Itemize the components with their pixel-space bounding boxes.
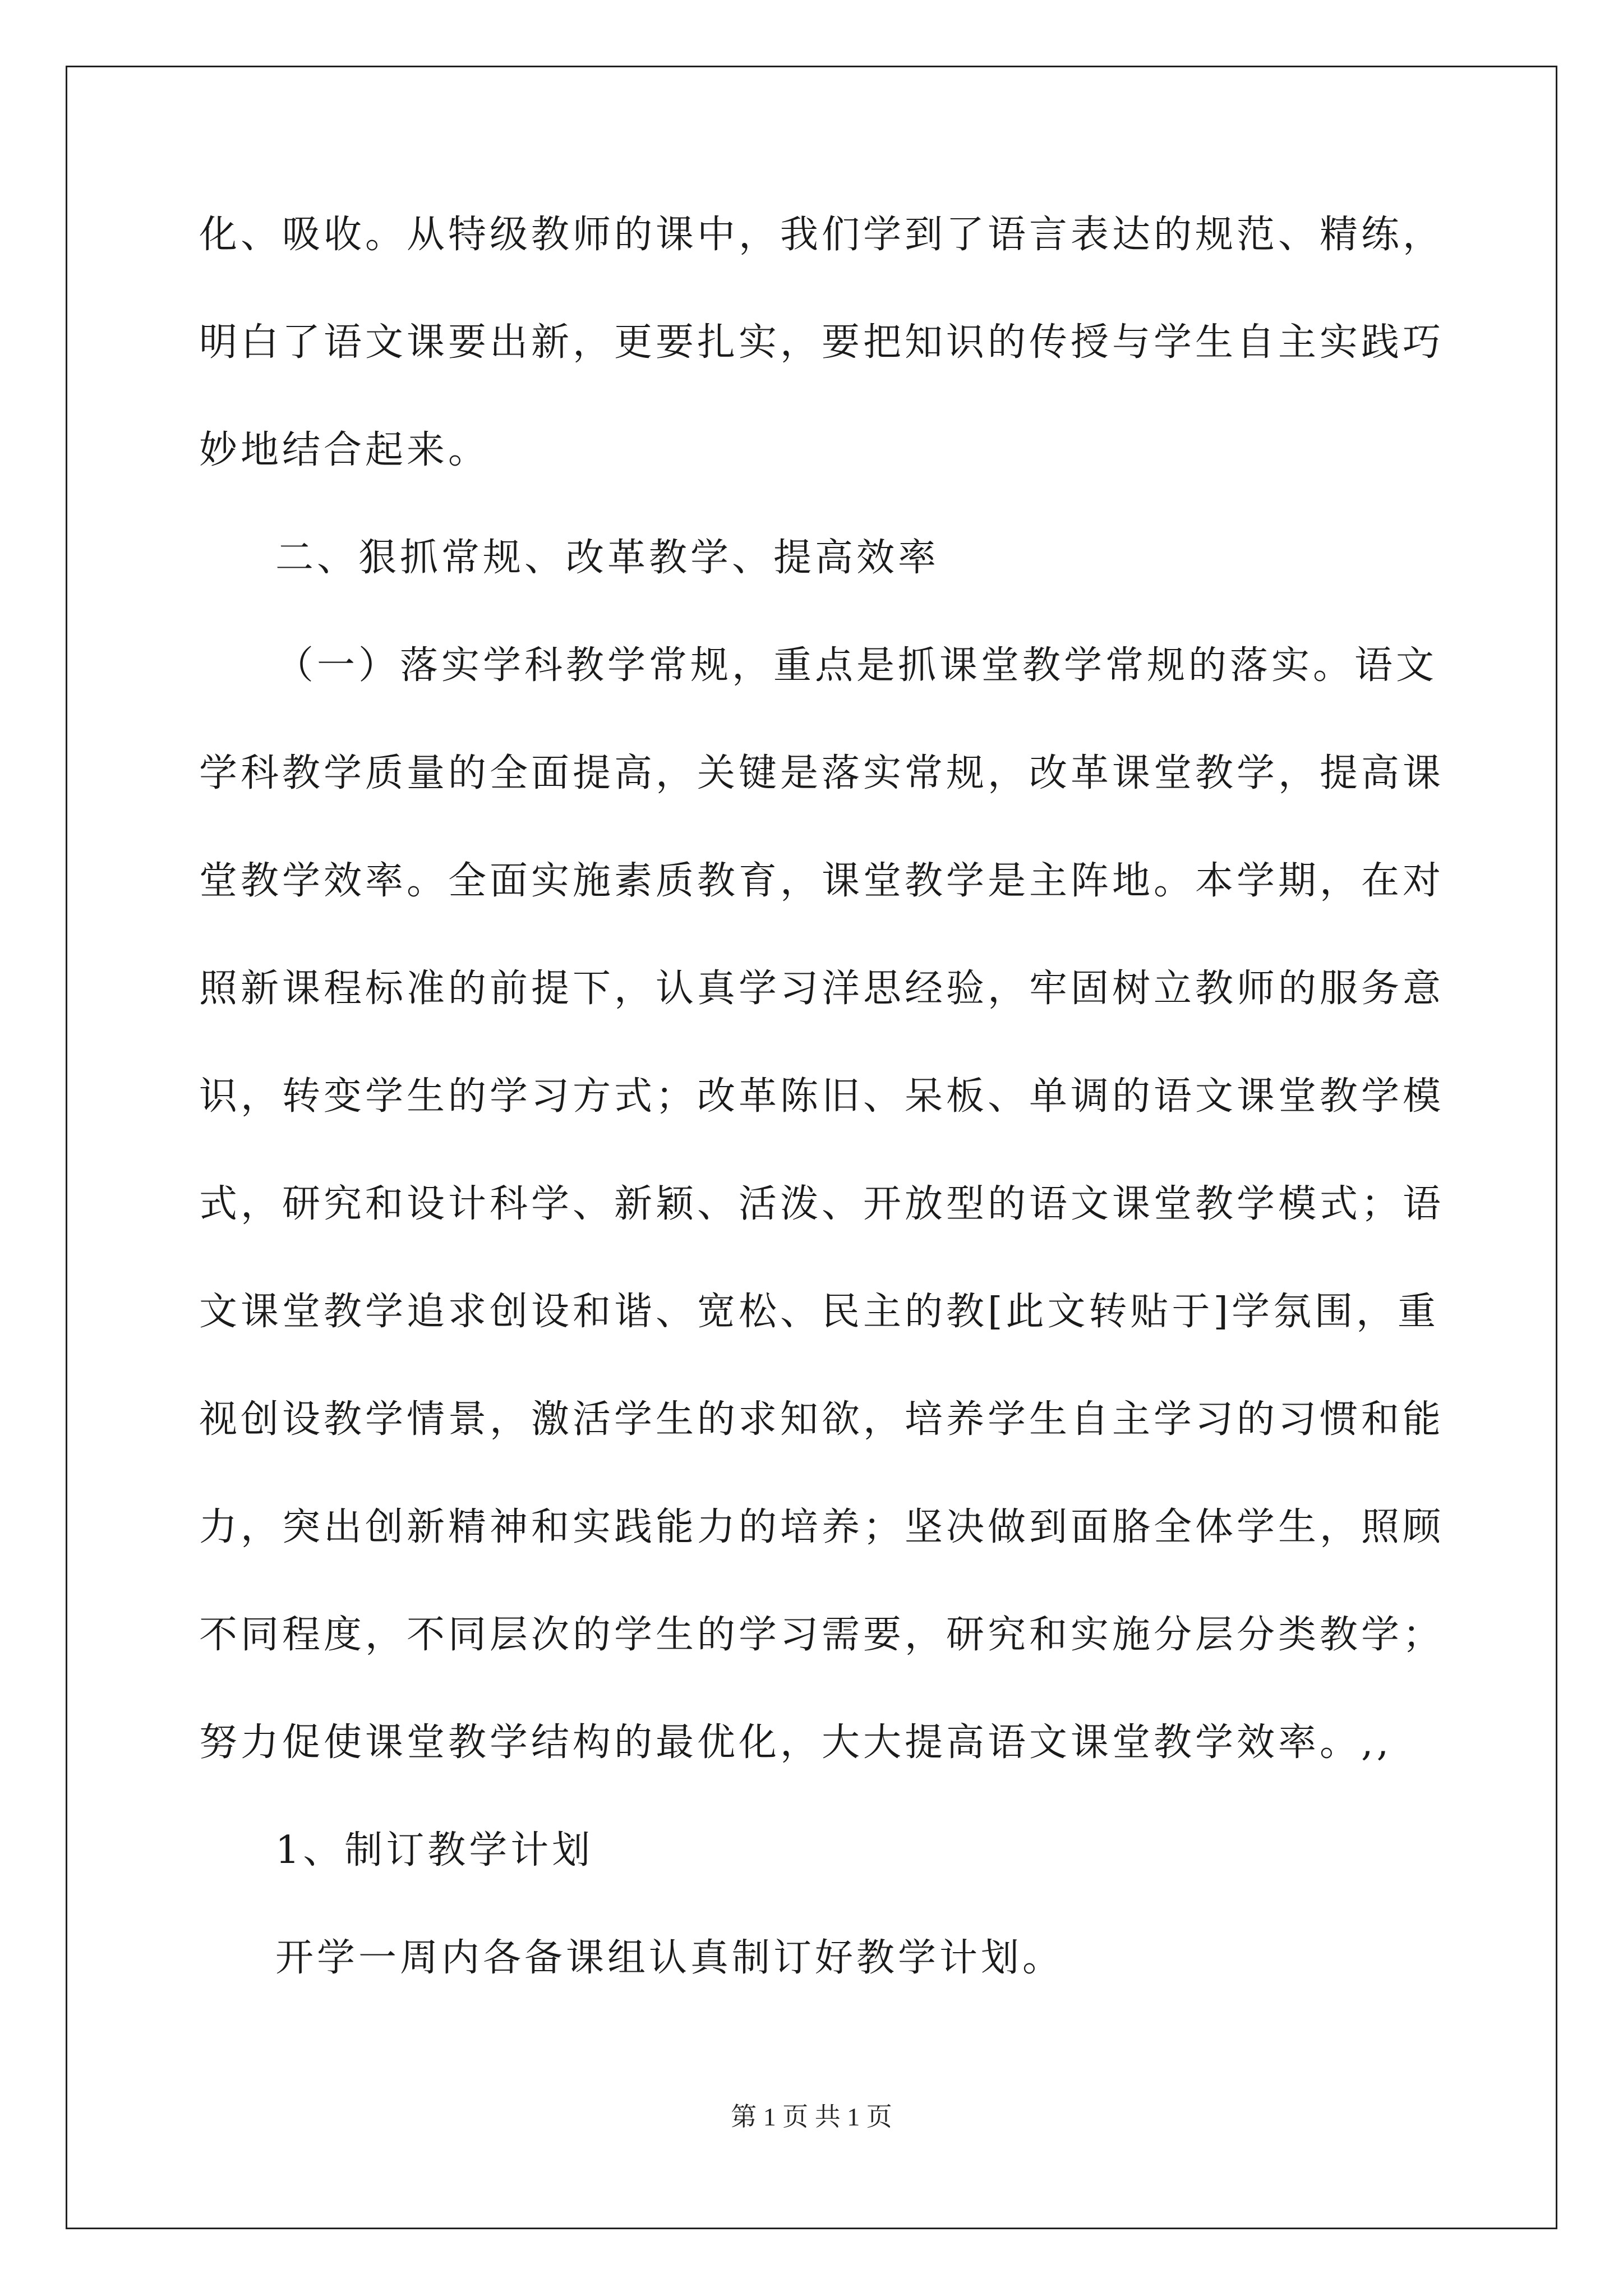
list-item-heading: 1、制订教学计划 — [275, 1828, 594, 1872]
paragraph-line: 不同程度，不同层次的学生的学习需要，研究和实施分层分类教学； — [199, 1613, 1445, 1657]
paragraph-line: 学科教学质量的全面提高，关键是落实常规，改革课堂教学，提高课 — [199, 751, 1445, 795]
document-body — [199, 208, 1445, 2039]
paragraph-line: 努力促使课堂教学结构的最优化，大大提高语文课堂教学效率。,, — [199, 1720, 1393, 1765]
paragraph-line: 开学一周内各备课组认真制订好教学计划。 — [275, 1936, 1064, 1980]
page-number-footer: 第 1 页 共 1 页 — [731, 2102, 892, 2131]
paragraph-line: 照新课程标准的前提下，认真学习洋思经验，牢固树立教师的服务意 — [199, 967, 1445, 1011]
paragraph-line: 化、吸收。从特级教师的课中，我们学到了语言表达的规范、精练， — [199, 213, 1445, 257]
paragraph-line: 妙地结合起来。 — [199, 428, 490, 472]
paragraph-line: 式，研究和设计科学、新颖、活泼、开放型的语文课堂教学模式；语 — [199, 1182, 1445, 1226]
paragraph-line: 识，转变学生的学习方式；改革陈旧、呆板、单调的语文课堂教学模 — [199, 1074, 1445, 1119]
subsection-heading-line: （一）落实学科教学常规，重点是抓课堂教学常规的落实。语文 — [275, 643, 1438, 688]
paragraph-line: 力，突出创新精神和实践能力的培养；坚决做到面胳全体学生，照顾 — [199, 1505, 1445, 1549]
paragraph-line: 堂教学效率。全面实施素质教育，课堂教学是主阵地。本学期，在对 — [199, 859, 1445, 903]
paragraph-line: 文课堂教学追求创设和谐、宽松、民主的教[此文转贴于]学氛围，重 — [199, 1290, 1440, 1334]
paragraph-line: 明白了语文课要出新，更要扎实，要把知识的传授与学生自主实践巧 — [199, 320, 1445, 365]
section-heading: 二、狠抓常规、改革教学、提高效率 — [275, 536, 940, 580]
paragraph-line: 视创设教学情景，激活学生的求知欲，培养学生自主学习的习惯和能 — [199, 1397, 1445, 1442]
